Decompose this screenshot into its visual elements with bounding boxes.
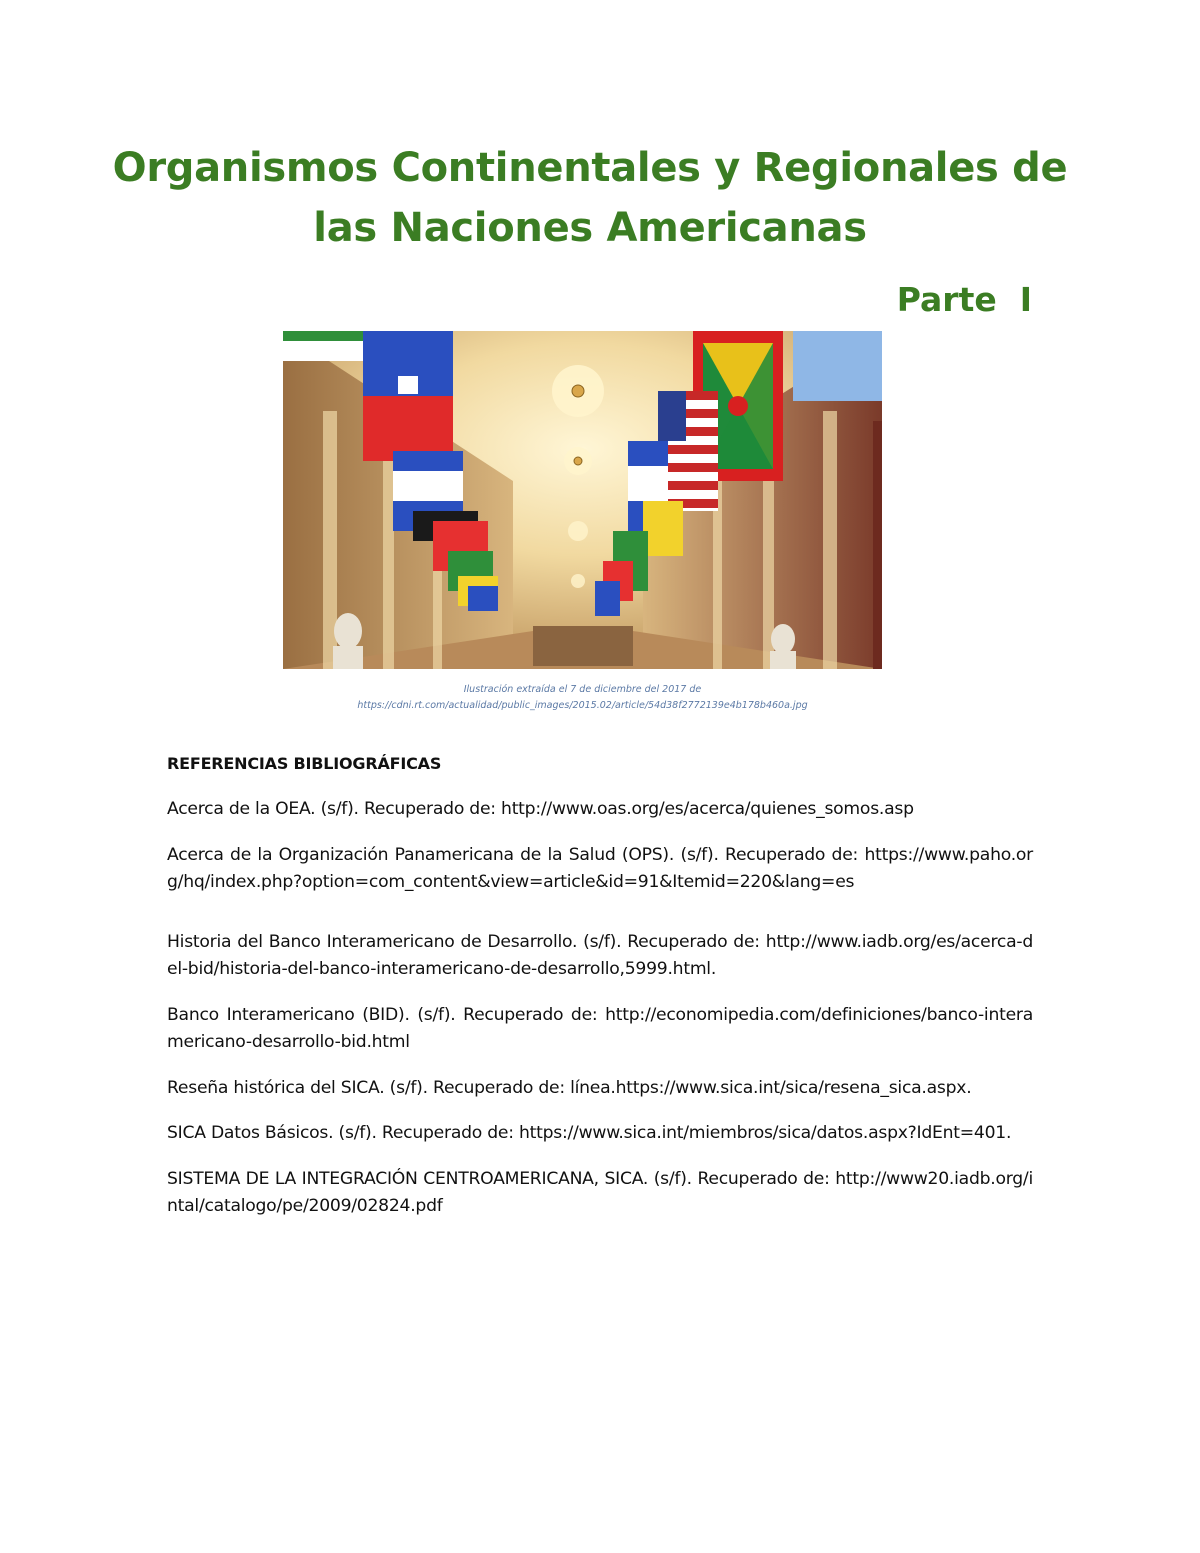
- reference-link[interactable]: https://www.paho.org/hq/index.php?option=com_content&view=article&id=91&Itemid=220&lang=es: [167, 844, 1033, 892]
- reference-item: [167, 1075, 1033, 1103]
- reference-item: [167, 1002, 1033, 1057]
- title-line-2: las Naciones Americanas: [313, 205, 867, 251]
- reference-link[interactable]: http://www.iadb.org/es/acerca-del-bid/historia-del-banco-interamericano-de-desarrollo,5999.html.: [167, 931, 1033, 979]
- title-line-1: Organismos Continentales y Regionales de: [112, 145, 1068, 191]
- reference-link[interactable]: http://www20.iadb.org/intal/catalogo/pe/2009/02824.pdf: [167, 1168, 1033, 1216]
- reference-item: [167, 842, 1033, 897]
- part-label: Parte I: [896, 280, 1032, 319]
- figure-caption-source-link[interactable]: https://cdni.rt.com/actualidad/public_images/2015.02/article/54d38f2772139e4b178b460a.jpg: [357, 700, 808, 711]
- reference-item: [167, 1166, 1033, 1221]
- reference-text: Historia del Banco Interamericano de Desarrollo. (s/f). Recuperado de:: [167, 931, 766, 952]
- reference-text: Acerca de la Organización Panamericana de la Salud (OPS). (s/f). Recuperado de:: [167, 844, 865, 865]
- reference-text: SISTEMA DE LA INTEGRACIÓN CENTROAMERICANA, SICA. (s/f). Recuperado de:: [167, 1168, 836, 1189]
- reference-link[interactable]: https://www.sica.int/miembros/sica/datos.aspx?IdEnt=401.: [518, 1123, 1012, 1143]
- reference-text: SICA Datos Básicos. (s/f). Recuperado de:: [167, 1123, 519, 1143]
- hall-of-flags-photo: [283, 331, 882, 669]
- reference-item: [167, 929, 1033, 984]
- references-section: [167, 750, 1033, 1239]
- document-title: [80, 138, 1100, 258]
- reference-item: [167, 1120, 1033, 1148]
- reference-link[interactable]: línea.https://www.sica.int/sica/resena_sica.aspx.: [570, 1077, 972, 1098]
- reference-text: Banco Interamericano (BID). (s/f). Recuperado de:: [167, 1004, 606, 1025]
- references-heading: REFERENCIAS BIBLIOGRÁFICAS: [167, 754, 442, 773]
- figure-caption-line-1: Ilustración extraída el 7 de diciembre del 2017 de: [463, 684, 702, 695]
- reference-text: Acerca de la OEA. (s/f). Recuperado de:: [167, 799, 502, 819]
- reference-link[interactable]: http://economipedia.com/definiciones/banco-interamericano-desarrollo-bid.html: [167, 1004, 1033, 1052]
- reference-item: [167, 796, 1033, 824]
- reference-text: Reseña histórica del SICA. (s/f). Recuperado de:: [167, 1077, 571, 1098]
- reference-link[interactable]: http://www.oas.org/es/acerca/quienes_somos.asp: [501, 799, 914, 819]
